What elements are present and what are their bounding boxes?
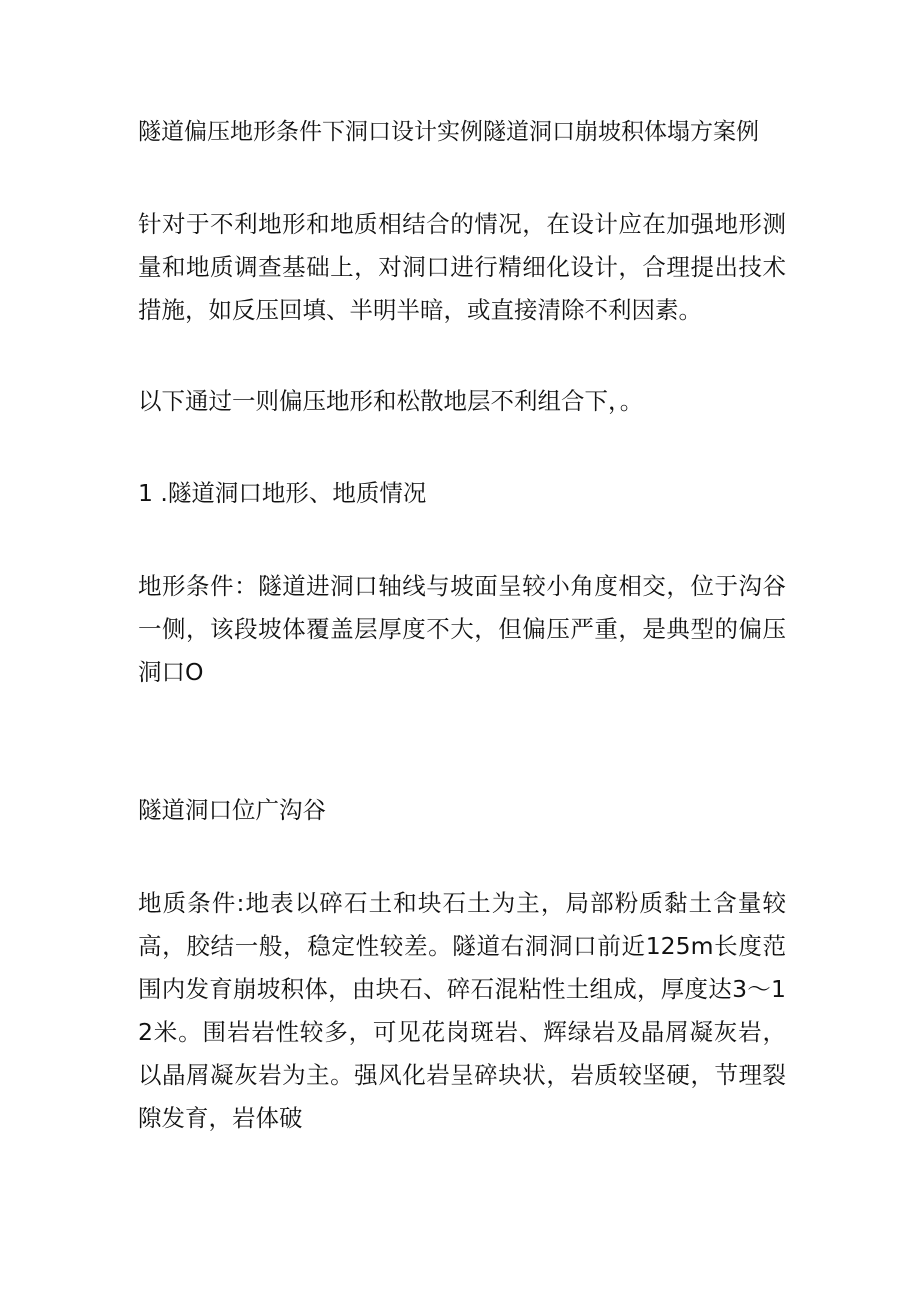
figure-caption: 隧道洞口位广沟谷 xyxy=(138,796,326,824)
section-heading: 1 .隧道洞口地形、地质情况 xyxy=(138,479,427,507)
document-body xyxy=(138,112,786,1140)
lead-paragraph: 以下通过一则偏压地形和松散地层不利组合下，。 xyxy=(138,387,644,415)
document-title: 隧道偏压地形条件下洞口设计实例隧道洞口崩坡积体塌方案例 xyxy=(138,119,759,145)
intro-paragraph: 针对于不利地形和地质相结合的情况，在设计应在加强地形测量和地质调查基础上，对洞口进行精细化设计，合理提出技术措施，如反压回填、半明半暗，或直接清除不利因素。 xyxy=(138,210,786,324)
geology-paragraph: 地质条件:地表以碎石土和块石土为主，局部粉质黏土含量较高，胶结一般，稳定性较差。隧道右洞洞口前近125m长度范围内发育崩坡积体，由块石、碎石混粘性土组成，厚度达3～12米。围岩岩性较多，可见花岗斑岩、辉绿岩及晶屑凝灰岩，以晶屑凝灰岩为主。强风化岩呈碎块状，岩质较坚硬，节理裂隙发育，岩体破 xyxy=(138,889,786,1132)
terrain-paragraph: 地形条件：隧道进洞口轴线与坡面呈较小角度相交，位于沟谷一侧，该段坡体覆盖层厚度不大，但偏压严重，是典型的偏压洞口O xyxy=(138,572,786,686)
